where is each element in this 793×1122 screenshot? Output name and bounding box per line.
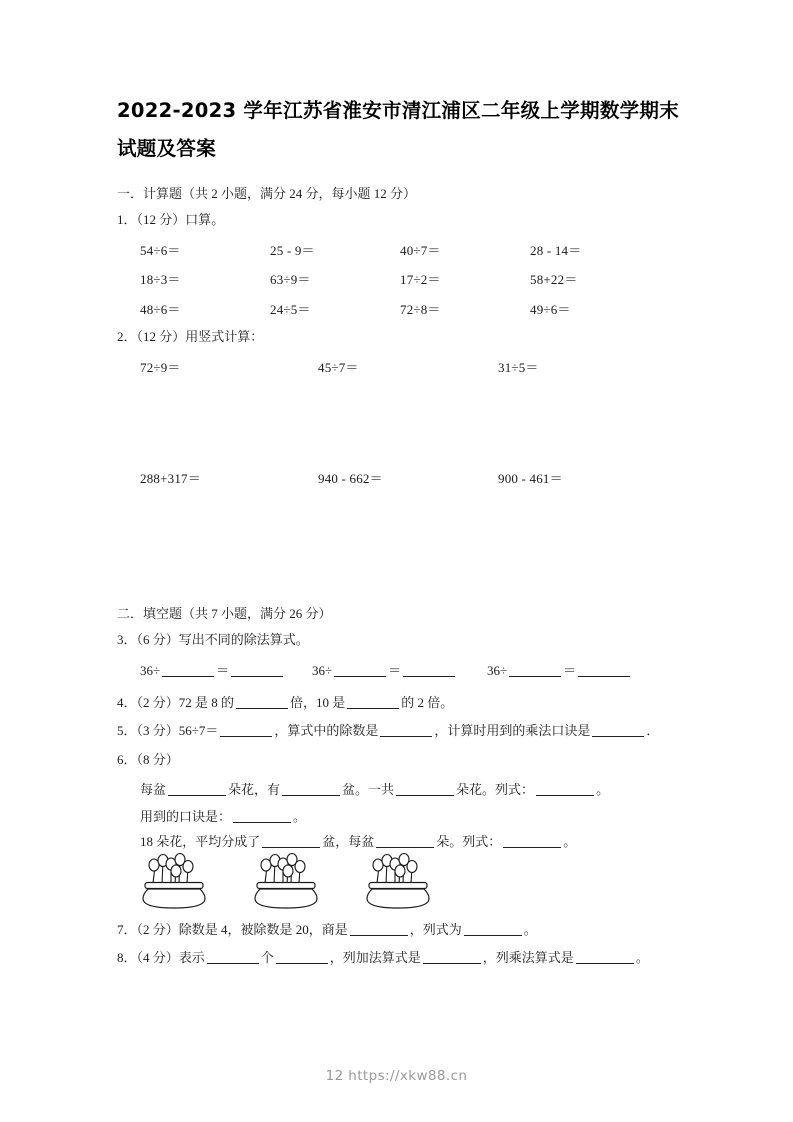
q6-l1e: 。 — [596, 782, 610, 797]
q6-l1a: 每盆 — [140, 782, 167, 797]
q8-mid3: ，列乘法算式是 — [482, 950, 574, 965]
q6-l2b: 。 — [293, 809, 307, 824]
q6-l1c: 盆。一共 — [342, 782, 395, 797]
answer-blank[interactable] — [262, 834, 320, 848]
answer-blank[interactable] — [282, 782, 340, 796]
q7-mid: ，列式为 — [409, 922, 462, 937]
answer-blank[interactable] — [578, 663, 630, 677]
q8-mid2: ，列加法算式是 — [329, 950, 421, 965]
flower-pot-icon — [249, 853, 323, 911]
question-6-heading: 6．（8 分） — [117, 752, 179, 767]
answer-blank[interactable] — [231, 663, 283, 677]
answer-blank[interactable] — [396, 782, 454, 796]
calc-item: 49÷6＝ — [530, 302, 571, 317]
flower-pot-icon — [361, 853, 435, 911]
calc-item: 48÷6＝ — [140, 302, 181, 317]
vertical-calc-item: 31÷5＝ — [498, 360, 539, 375]
calc-item: 54÷6＝ — [140, 243, 181, 258]
calc-item: 58+22＝ — [530, 272, 578, 287]
calc-item: 25 - 9＝ — [270, 243, 315, 258]
vertical-calc-item: 940 - 662＝ — [318, 471, 383, 486]
answer-blank[interactable] — [464, 922, 522, 936]
expr-equals: ＝ — [216, 663, 230, 678]
vertical-calc-item: 72÷9＝ — [140, 360, 181, 375]
question-3-heading: 3．（6 分）写出不同的除法算式。 — [117, 632, 309, 647]
calc-item: 18÷3＝ — [140, 272, 181, 287]
answer-blank[interactable] — [236, 695, 288, 709]
answer-blank[interactable] — [233, 809, 291, 823]
answer-blank[interactable] — [162, 663, 214, 677]
question-6-line-1 — [140, 781, 609, 798]
answer-blank[interactable] — [220, 723, 272, 737]
q6-l3d: 。 — [563, 834, 577, 849]
calc-item: 28 - 14＝ — [530, 243, 582, 258]
q8-suffix: 。 — [635, 950, 649, 965]
flower-pot-icon — [137, 853, 211, 911]
q8-prefix: 8．（4 分）表示 — [117, 950, 205, 965]
q5-prefix: 5．（3 分）56÷7＝ — [117, 723, 219, 738]
q7-suffix: 。 — [523, 922, 537, 937]
question-2-heading: 2．（12 分）用竖式计算： — [117, 329, 264, 344]
q6-l1d: 朵花。列式： — [456, 782, 535, 797]
calc-item: 24÷5＝ — [270, 302, 311, 317]
q6-l3a: 18 朵花，平均分成了 — [140, 834, 261, 849]
question-5 — [117, 722, 659, 739]
calc-item: 40÷7＝ — [400, 243, 441, 258]
flower-pots-illustration — [137, 853, 457, 911]
q7-prefix: 7．（2 分）除数是 4，被除数是 20，商是 — [117, 922, 348, 937]
expr-equals: ＝ — [388, 663, 402, 678]
q8-mid1: 个 — [260, 950, 274, 965]
answer-blank[interactable] — [503, 834, 561, 848]
q4-suffix: 的 2 倍。 — [401, 695, 454, 710]
answer-blank[interactable] — [347, 695, 399, 709]
q4-mid: 倍，10 是 — [290, 695, 346, 710]
answer-blank[interactable] — [509, 663, 561, 677]
q6-l3c: 朵。列式： — [436, 834, 502, 849]
answer-blank[interactable] — [350, 922, 408, 936]
section-heading-1: 一．计算题（共 2 小题，满分 24 分，每小题 12 分） — [117, 186, 417, 201]
question-1-heading: 1．（12 分）口算。 — [117, 212, 225, 227]
answer-blank[interactable] — [376, 834, 434, 848]
answer-blank[interactable] — [576, 950, 634, 964]
q6-l3b: 盆，每盆 — [322, 834, 375, 849]
vertical-calc-item: 45÷7＝ — [318, 360, 359, 375]
answer-blank[interactable] — [168, 782, 226, 796]
section-heading-2: 二．填空题（共 7 小题，满分 26 分） — [117, 606, 332, 621]
calc-item: 63÷9＝ — [270, 272, 311, 287]
answer-blank[interactable] — [334, 663, 386, 677]
answer-blank[interactable] — [423, 950, 481, 964]
question-6-line-3 — [140, 833, 576, 850]
answer-blank[interactable] — [403, 663, 455, 677]
q5-suffix: ． — [646, 723, 660, 738]
q5-mid2: ，计算时用到的乘法口诀是 — [434, 723, 591, 738]
question-3-expression — [140, 662, 285, 679]
page-title: 2022-2023 学年江苏省淮安市清江浦区二年级上学期数学期末试题及答案 — [117, 99, 680, 160]
expr-equals: ＝ — [563, 663, 577, 678]
question-3-expression — [312, 662, 457, 679]
question-6-line-2 — [140, 808, 306, 825]
calc-item: 17÷2＝ — [400, 272, 441, 287]
calc-item: 72÷8＝ — [400, 302, 441, 317]
question-4 — [117, 694, 453, 711]
question-7 — [117, 921, 537, 938]
expr-prefix: 36÷ — [312, 663, 333, 678]
q6-l1b: 朵花，有 — [228, 782, 281, 797]
answer-blank[interactable] — [592, 723, 644, 737]
answer-blank[interactable] — [276, 950, 328, 964]
expr-prefix: 36÷ — [140, 663, 161, 678]
answer-blank[interactable] — [207, 950, 259, 964]
q6-l2a: 用到的口诀是： — [140, 809, 232, 824]
question-3-expression — [487, 662, 632, 679]
answer-blank[interactable] — [380, 723, 432, 737]
question-8 — [117, 949, 649, 966]
vertical-calc-item: 288+317＝ — [140, 471, 201, 486]
expr-prefix: 36÷ — [487, 663, 508, 678]
page-footer-watermark: 12 https://xkw88.cn — [325, 1068, 468, 1084]
vertical-calc-item: 900 - 461＝ — [498, 471, 563, 486]
answer-blank[interactable] — [536, 782, 594, 796]
q4-prefix: 4．（2 分）72 是 8 的 — [117, 695, 235, 710]
q5-mid1: ，算式中的除数是 — [274, 723, 379, 738]
